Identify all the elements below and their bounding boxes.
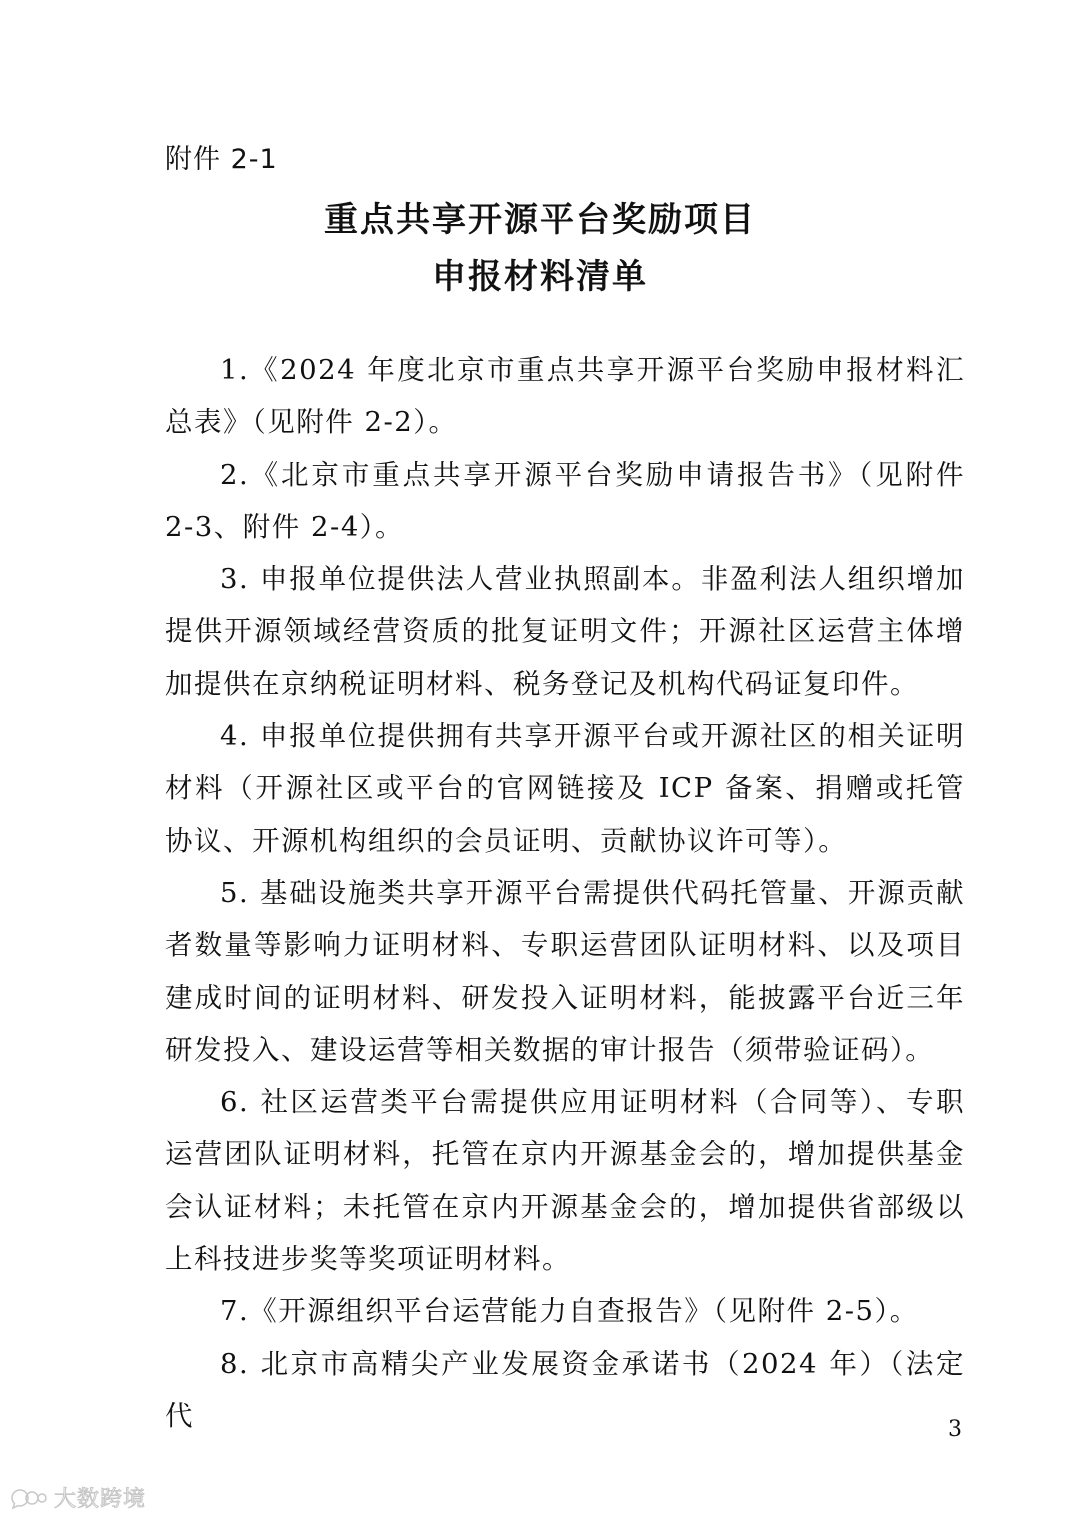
chat-bubble-logo-icon [8,1486,48,1510]
list-item: 3. 申报单位提供法人营业执照副本。非盈利法人组织增加提供开源领域经营资质的批复证明文件；开源社区运营主体增加提供在京纳税证明材料、税务登记及机构代码证复印件。 [165,563,965,700]
material-list [165,344,965,1442]
list-item: 6. 社区运营类平台需提供应用证明材料（合同等）、专职运营团队证明材料，托管在京内开源基金会的，增加提供基金会认证材料；未托管在京内开源基金会的，增加提供省部级以上科技进步奖等奖项证明材料。 [165,1086,965,1276]
watermark [8,1482,146,1513]
list-item: 1.《2024 年度北京市重点共享开源平台奖励申报材料汇总表》（见附件 2-2）。 [165,354,965,439]
list-item: 5. 基础设施类共享开源平台需提供代码托管量、开源贡献者数量等影响力证明材料、专职运营团队证明材料、以及项目建成时间的证明材料、研发投入证明材料，能披露平台近三年研发投入、建设运营等相关数据的审计报告（须带验证码）。 [165,876,965,1066]
attachment-label: 附件 2-1 [165,144,278,175]
page-number: 3 [948,1417,962,1442]
list-item: 8. 北京市高精尖产业发展资金承诺书（2024 年）（法定代 [165,1347,965,1432]
title-line-2: 申报材料清单 [432,257,648,297]
list-item: 2.《北京市重点共享开源平台奖励申请报告书》（见附件 2-3、附件 2-4）。 [165,458,965,543]
title-line-1: 重点共享开源平台奖励项目 [324,200,756,240]
document-title [0,192,1080,306]
watermark-text: 大数跨境 [54,1487,147,1512]
list-item: 4. 申报单位提供拥有共享开源平台或开源社区的相关证明材料（开源社区或平台的官网链接及 ICP 备案、捐赠或托管协议、开源机构组织的会员证明、贡献协议许可等）。 [165,720,965,857]
list-item: 7.《开源组织平台运营能力自查报告》（见附件 2-5）。 [220,1295,919,1328]
